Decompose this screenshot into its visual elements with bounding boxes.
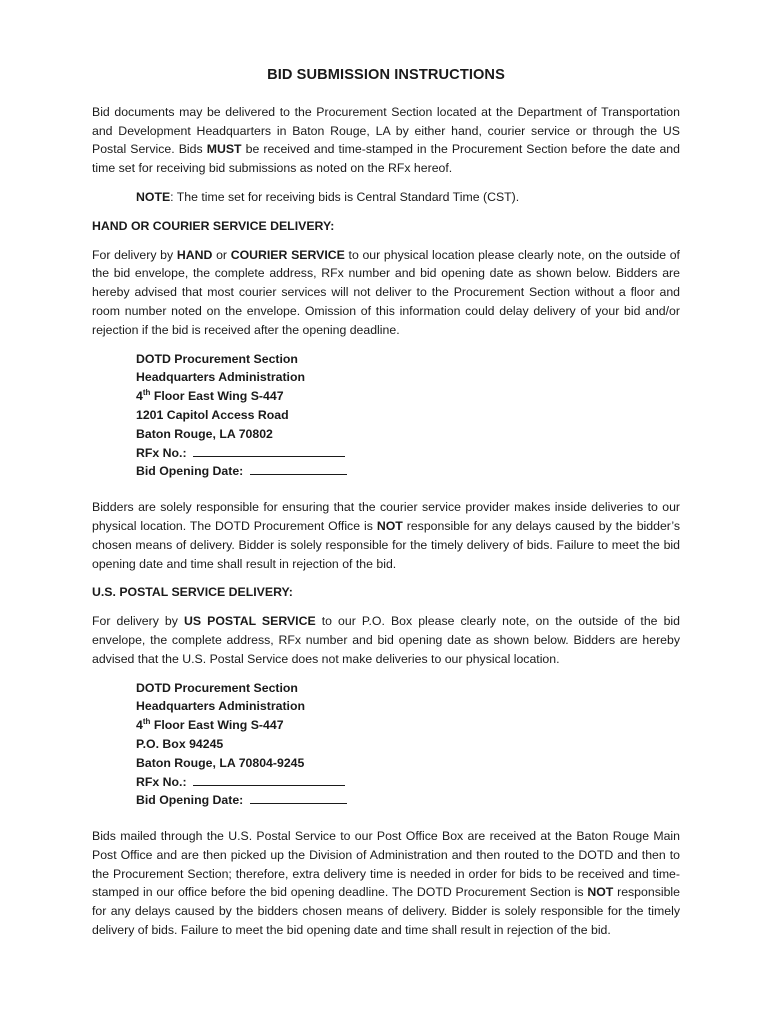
usps-emphasis: US POSTAL SERVICE: [183, 614, 316, 629]
rfx-label: RFx No.:: [136, 445, 187, 460]
note-text: : The time set for receiving bids is Central Standard Time (CST).: [170, 189, 520, 204]
hand-text: For delivery by: [92, 247, 177, 262]
address-line: Baton Rouge, LA 70804-9245: [136, 755, 305, 770]
postal-delivery-paragraph: [92, 612, 680, 668]
floor-number: 4: [136, 718, 143, 733]
intro-text: Bid documents may be delivered to the Procurement Section located at the Department of Transportation and Development Headquarters in Baton Rouge, LA by either hand, courier service or through the US Postal Service. Bids: [92, 104, 680, 157]
note-label: NOTE: [136, 189, 171, 204]
responsibility-text-continued: responsible for any delays caused by the bidder’s chosen means of delivery. Bidder is solely responsible for the timely delivery of bids. Failure to meet the bid opening date and time shall result in rejection of the bid.: [92, 518, 680, 571]
intro-paragraph: [92, 103, 680, 178]
address-line: P.O. Box 94245: [136, 736, 224, 751]
hand-emphasis: HAND: [176, 247, 213, 262]
must-emphasis: MUST: [206, 142, 242, 157]
bid-opening-line: [136, 791, 680, 810]
document-page: [92, 66, 680, 940]
not-emphasis: NOT: [376, 518, 403, 533]
responsibility-text: Bidders are solely responsible for ensuring that the courier service provider makes inside deliveries to our physical location. The DOTD Procurement Office is: [92, 500, 680, 533]
bid-opening-label: Bid Opening Date:: [136, 793, 244, 808]
bid-opening-line: [136, 462, 680, 481]
address-line: 1201 Capitol Access Road: [136, 407, 289, 422]
or-text: or: [212, 247, 231, 262]
page-title: BID SUBMISSION INSTRUCTIONS: [267, 67, 505, 83]
rfx-number-line: [136, 773, 680, 792]
address-line: [136, 716, 680, 735]
bid-opening-blank: [250, 791, 347, 804]
address-line: [136, 387, 680, 406]
address-line: Headquarters Administration: [136, 370, 305, 385]
bid-opening-blank: [250, 462, 347, 475]
courier-emphasis: COURIER SERVICE: [230, 247, 345, 262]
address-line: DOTD Procurement Section: [136, 680, 298, 695]
address-line: DOTD Procurement Section: [136, 351, 298, 366]
hand-delivery-paragraph: [92, 246, 680, 340]
bid-opening-label: Bid Opening Date:: [136, 464, 244, 479]
po-box-address-block: [92, 679, 680, 811]
hand-delivery-heading: HAND OR COURIER SERVICE DELIVERY:: [92, 218, 335, 233]
rfx-blank: [193, 444, 345, 457]
floor-text: Floor East Wing S-447: [150, 718, 284, 733]
postal-delivery-heading: U.S. POSTAL SERVICE DELIVERY:: [92, 585, 293, 600]
rfx-blank: [193, 773, 345, 786]
postal-text-continued: to our P.O. Box please clearly note, on the outside of the bid envelope, the complete address, RFx number and bid opening date as shown below. Bidders are hereby advised that the U.S. Postal Service does not make deliveries to our physical location.: [92, 614, 680, 666]
floor-text: Floor East Wing S-447: [150, 389, 284, 404]
postal-text: For delivery by: [92, 614, 184, 629]
floor-number: 4: [136, 389, 143, 404]
not-emphasis: NOT: [587, 885, 614, 900]
courier-responsibility-paragraph: [92, 498, 680, 573]
address-line: Headquarters Administration: [136, 699, 305, 714]
mailed-text: Bids mailed through the U.S. Postal Service to our Post Office Box are received at the Baton Rouge Main Post Office and are then picked up the Division of Administration and then routed to the DOTD and then to the Procurement Section; therefore, extra delivery time is needed in order for bids to be received and time-stamped in our office before the bid opening deadline. The DOTD Procurement Section is: [92, 829, 680, 900]
mailed-text-continued: responsible for any delays caused by the bidders chosen means of delivery. Bidder is solely responsible for the timely delivery of bids. Failure to meet the bid opening date and time shall result in rejection of the bid.: [92, 885, 680, 938]
rfx-number-line: [136, 444, 680, 463]
note-paragraph: [92, 188, 680, 207]
floor-suffix: th: [142, 717, 151, 727]
mailed-bids-paragraph: [92, 827, 680, 940]
hand-text-continued: to our physical location please clearly note, on the outside of the bid envelope, the complete address, RFx number and bid opening date as shown below. Bidders are hereby advised that most courier services will not deliver to the Procurement Section without a floor and room number noted on the envelope. Omission of this information could delay delivery of your bid and/or rejection if the bid is received after the opening deadline.: [92, 247, 680, 337]
address-line: Baton Rouge, LA 70802: [136, 426, 273, 441]
physical-address-block: [92, 350, 680, 482]
rfx-label: RFx No.:: [136, 774, 187, 789]
intro-text-continued: be received and time-stamped in the Procurement Section before the date and time set for receiving bid submissions as noted on the RFx hereof.: [92, 142, 680, 176]
floor-suffix: th: [142, 388, 151, 398]
